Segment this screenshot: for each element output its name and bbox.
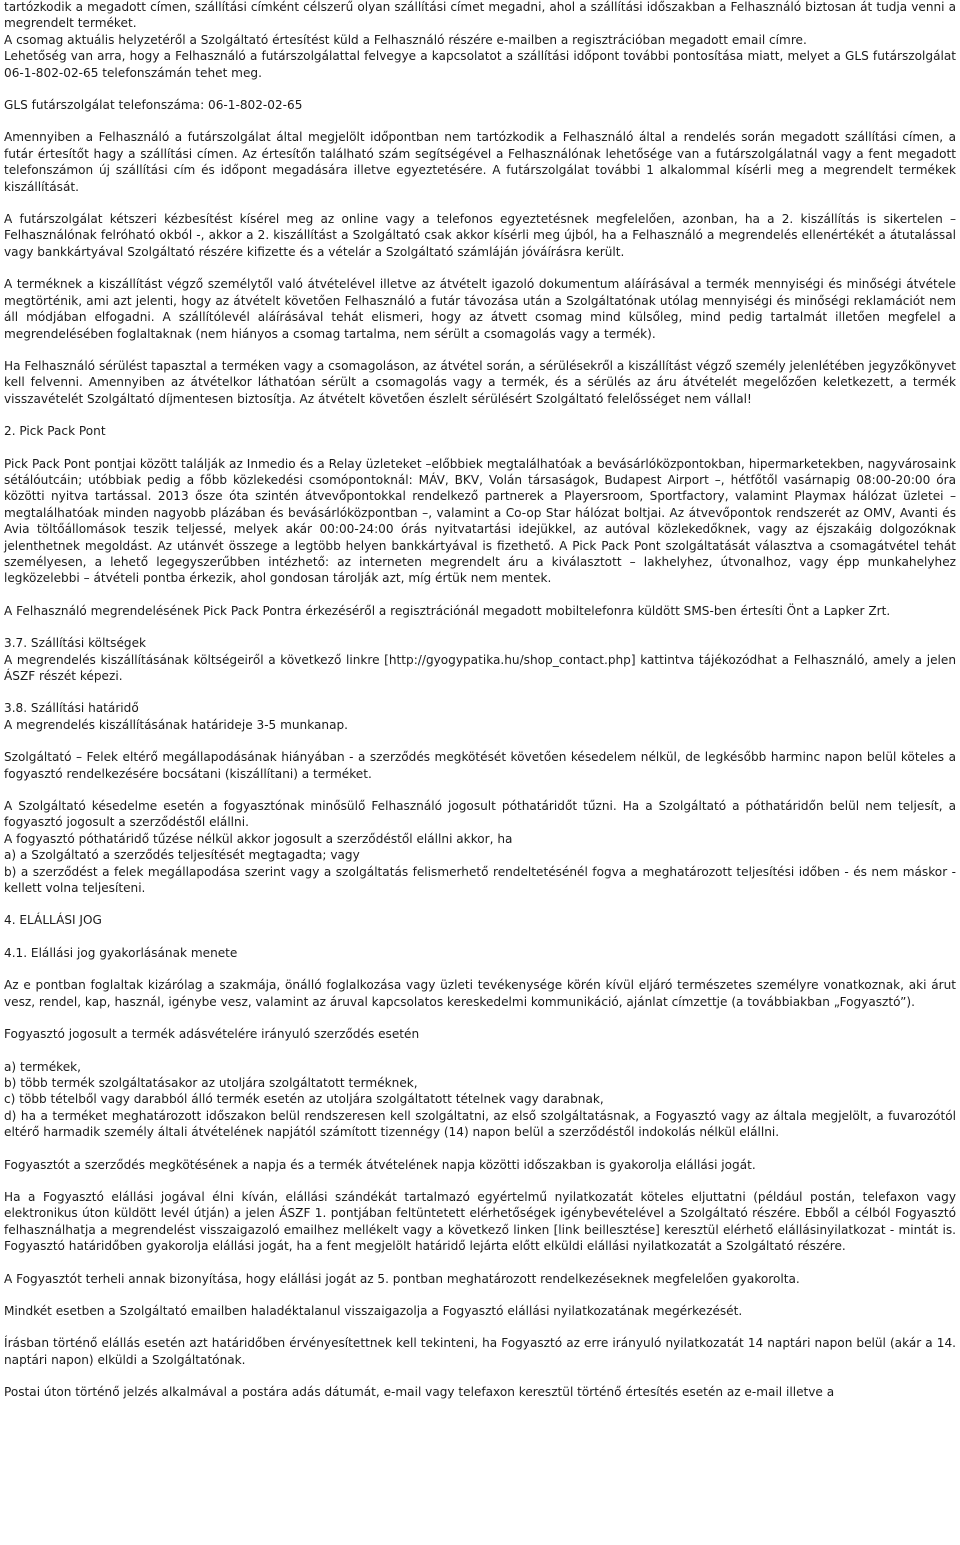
text-line: a) a Szolgáltató a szerződés teljesítését megtagadta; vagy	[4, 848, 360, 863]
text-line: GLS futárszolgálat telefonszáma: 06-1-802-02-65	[4, 98, 303, 113]
text-line: A futárszolgálat kétszeri kézbesítést kísérel meg az online vagy a telefonos egyeztetésnek megfelelően, azonban, ha a 2. kiszállítás is sikertelen – Felhasználónak felróható okból -, akkor a 2. kiszállítást a Szolgáltató csak akkor kísérli meg újból, ha a Felhasználó a megrendelés ellenértékét a átutalással vagy bankkártyával Szolgáltató részére kifizette és a vételár a Szolgáltató számláján jóváírásra került.	[4, 212, 956, 259]
text-line: 3.7. Szállítási költségek	[4, 636, 147, 651]
paragraph	[4, 945, 956, 961]
paragraph	[4, 423, 956, 439]
paragraph	[4, 1271, 956, 1287]
text-line: Szolgáltató – Felek eltérő megállapodásának hiányában - a szerződés megkötését követően késedelem nélkül, de legkésőbb harminc napon belül köteles a fogyasztó rendelkezésére bocsátani (kiszállítani) a terméket.	[4, 750, 956, 781]
text-line: d) ha a terméket meghatározott időszakon belül rendszeresen kell szolgáltatni, az első szolgáltatásnak, a Fogyasztó vagy az általa megjelölt, a fuvarozótól eltérő harmadik személy általi átvételének napjától számított tizennégy (14) napon belül a szerződéstől indokolás nélkül elállni.	[4, 1108, 956, 1140]
paragraph	[4, 700, 956, 733]
text-line: Postai úton történő jelzés alkalmával a postára adás dátumát, e-mail vagy telefaxon keresztül történő értesítés esetén az e-mail illetve a	[4, 1385, 835, 1400]
text-line: A Szolgáltató késedelme esetén a fogyasztónak minősülő Felhasználó jogosult póthatáridőt tűzni. Ha a Szolgáltató a póthatáridőn belül nem teljesít, a fogyasztó jogosult a szerződéstől elállni.	[4, 799, 956, 830]
paragraph	[4, 1189, 956, 1255]
text-line: A fogyasztó póthatáridő tűzése nélkül akkor jogosult a szerződéstől elállni akkor, ha	[4, 831, 513, 846]
text-line: a) termékek,	[4, 1059, 81, 1074]
paragraph	[4, 1026, 956, 1042]
paragraph	[4, 603, 956, 619]
paragraph	[4, 1157, 956, 1173]
paragraph	[4, 276, 956, 342]
text-line: Pick Pack Pont pontjai között találják az Inmedio és a Relay üzleteket –előbbiek megtalálhatóak a bevásárlóközpontokban, hipermarketekben, nagyvárosaink sétálóutcáin; utóbbiak pedig a főbb közlekedési csomópontoknál: MÁV, BKV, Volán társaságok, Budapest Airport –, hétfőtől vasárnapig 08:00-20:00 óra közötti nyitva tartással. 2013 ősze óta szintén átvevőpontokkal rendelkező partnerek a Playersroom, Sportfactory, valamint Playmax hálózat üzletei – megtalálhatóak minden nagyobb plázában és bevásárlóközpontban –, valamint a Co-op Star hálózat boltjai. Az átvevőpontok rendszerét az OMV, Avanti és Avia töltőállomások teszik teljessé, melyek akár 00:00-24:00 órás nyitvatartási idejükkel, az autóval közlekedőknek, vagy az éjszakáig dolgozóknak jelenthetnek megoldást. Az utánvét összege a legtöbb helyen bankkártyával is fizethető. A Pick Pack Pont szolgáltatását választva a csomagátvétel tehát személyesen, a lehető legegyszerűbben intézhető: az interneten megrendelt áru a kiválasztott – lakhelyhez, útvonalhoz, vagy épp munkahelyhez legközelebbi – átvételi pontba érkezik, ahol gondosan tárolják azt, míg értük nem mentek.	[4, 456, 956, 586]
paragraph	[4, 798, 956, 896]
paragraph	[4, 32, 956, 81]
text-line: A terméknek a kiszállítást végző személytől való átvételével illetve az átvételt igazoló dokumentum aláírásával a termék mennyiségi és minőségi átvétele megtörténik, ami azt jelenti, hogy az átvételt követően Felhasználó a futár távozása után a Szolgáltatónak utólag mennyiségi és minőségi reklamációt nem áll módjában elfogadni. A szállítólevél aláírásával tehát elismeri, hogy az átvett csomag mind külsőleg, mind pedig tartalmát illetően megfelel a megrendelésében foglaltaknak (nem hiányos a csomag tartalma, nem sérült a csomagolás vagy a termék).	[4, 277, 956, 341]
text-line: Az e pontban foglaltak kizárólag a szakmája, önálló foglalkozása vagy üzleti tevékenysége körén kívül eljáró természetes személyre vonatkoznak, aki árut vesz, rendel, kap, használ, igénybe vesz, valamint az áruval kapcsolatos kereskedelmi kommunikáció, ajánlat címzettje (a továbbiakban „Fogyasztó”).	[4, 978, 956, 1009]
text-line: Amennyiben a Felhasználó a futárszolgálat által megjelölt időpontban nem tartózkodik a Felhasználó által a rendelés során megadott szállítási címen, a futár értesítőt hagy a szállítási címen. Az értesítőn található szám segítségével a Felhasználónak lehetősége van a futárszolgálatnál vagy a fent megadott telefonszámon új szállítási cím és időpont megadására illetve egyeztetésére. A futárszolgálat további 1 alkalommal kísérli meg a megrendelt termékek kiszállítását.	[4, 130, 956, 194]
text-line: Mindkét esetben a Szolgáltató emailben haladéktalanul visszaigazolja a Fogyasztó elállási nyilatkozatának megérkezését.	[4, 1303, 743, 1318]
text-line: tartózkodik a megadott címen, szállítási címként célszerű olyan szállítási címet megadni, ahol a szállítási időszakban a Felhasználó biztosan át tudja venni a megrendelt terméket.	[4, 0, 956, 31]
text-line: 4. ELÁLLÁSI JOG	[4, 913, 102, 928]
paragraph	[4, 0, 956, 32]
text-line: A Fogyasztót terheli annak bizonyítása, hogy elállási jogát az 5. pontban meghatározott rendelkezéseknek megfelelően gyakorolta.	[4, 1271, 800, 1286]
text-line: A megrendelés kiszállításának költségeiről a következő linkre [http://gyogypatika.hu/shop_contact.php] kattintva tájékozódhat a Felhasználó, amely a jelen ÁSZF részét képezi.	[4, 652, 956, 683]
paragraph	[4, 211, 956, 260]
text-line: Fogyasztó jogosult a termék adásvételére irányuló szerződés esetén	[4, 1027, 420, 1042]
paragraph	[4, 1059, 956, 1141]
text-line: Ha a Fogyasztó elállási jogával élni kíván, elállási szándékát tartalmazó egyértelmű nyilatkozatát köteles eljuttatni (például postán, telefaxon vagy elektronikus úton küldött levél útján) a jelen ÁSZF 1. pontjában feltüntetett elérhetőségek igénybevételével a Szolgáltató részére. Ebből a célból Fogyasztó felhasználhatja a megrendelést visszaigazoló emailhez mellékelt vagy a következő linken [link beillesztése] keresztül elérhető elállásinyilatkozat - mintát is. Fogyasztó határidőben gyakorolja elállási jogát, ha a fent megjelölt határidő lejárta előtt elküldi elállási nyilatkozatát a Szolgáltató részére.	[4, 1189, 956, 1254]
text-line: A Felhasználó megrendelésének Pick Pack Pontra érkezéséről a regisztrációnál megadott mobiltelefonra küldött SMS-ben értesíti Önt a Lapker Zrt.	[4, 603, 891, 618]
text-line: Írásban történő elállás esetén azt határidőben érvényesítettnek kell tekinteni, ha Fogyasztó az erre irányuló nyilatkozatát 14 naptári napon belül (akár a 14. naptári napon) elküldi a Szolgáltatónak.	[4, 1336, 956, 1367]
text-line: A csomag aktuális helyzetéről a Szolgáltató értesítést küld a Felhasználó részére e-mailben a regisztrációban megadott email címre.	[4, 32, 807, 47]
paragraph	[4, 456, 956, 587]
text-line: A megrendelés kiszállításának határideje 3-5 munkanap.	[4, 717, 349, 732]
paragraph	[4, 977, 956, 1010]
paragraph	[4, 358, 956, 407]
paragraph	[4, 1303, 956, 1319]
text-line: 4.1. Elállási jog gyakorlásának menete	[4, 945, 238, 960]
paragraph	[4, 129, 956, 195]
paragraph	[4, 1335, 956, 1368]
paragraph	[4, 912, 956, 928]
document-page	[4, 0, 956, 1417]
paragraph	[4, 749, 956, 782]
text-line: Fogyasztót a szerződés megkötésének a napja és a termék átvételének napja közötti időszakban is gyakorolja elállási jogát.	[4, 1157, 756, 1172]
text-line: Ha Felhasználó sérülést tapasztal a terméken vagy a csomagoláson, az átvétel során, a sérülésekről a kiszállítást végző személy jelenlétében jegyzőkönyvet kell felvenni. Amennyiben az átvételkor láthatóan sérült a csomagolás vagy a termék, és a sérülés az áru átvételét megelőzően keletkezett, a termék visszavételét Szolgáltató díjmentesen biztosítja. Az átvételt követően észlelt sérülésért Szolgáltató felelősséget nem vállal!	[4, 358, 956, 406]
text-line: 2. Pick Pack Pont	[4, 424, 106, 439]
text-line: c) több tételből vagy darabból álló termék esetén az utoljára szolgáltatott tételnek vagy darabnak,	[4, 1092, 604, 1107]
text-line: b) a szerződést a felek megállapodása szerint vagy a szolgáltatás felismerhető rendeltetésénél fogva a meghatározott teljesítési időben - és nem máskor - kellett volna teljesíteni.	[4, 864, 956, 896]
paragraph	[4, 97, 956, 113]
text-line: Lehetőség van arra, hogy a Felhasználó a futárszolgálattal felvegye a kapcsolatot a szállítási időpont további pontosítása miatt, melyet a GLS futárszolgálat 06-1-802-02-65 telefonszámán tehet meg.	[4, 49, 956, 80]
text-line: 3.8. Szállítási határidő	[4, 701, 139, 716]
text-line: b) több termék szolgáltatásakor az utoljára szolgáltatott terméknek,	[4, 1075, 418, 1090]
paragraph	[4, 1384, 956, 1400]
paragraph	[4, 635, 956, 684]
